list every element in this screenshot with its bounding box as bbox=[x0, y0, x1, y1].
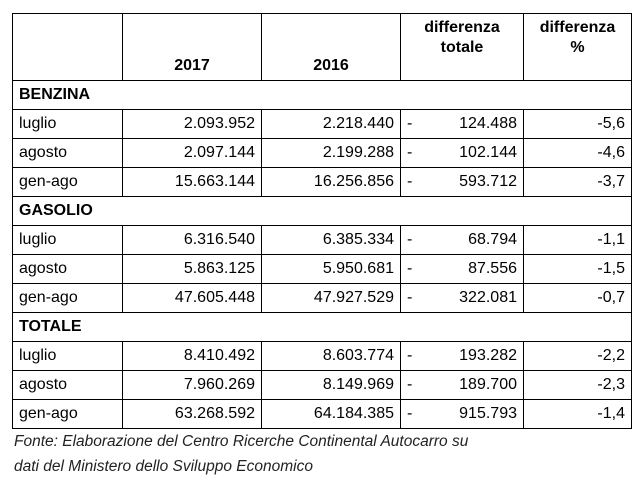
row-label: luglio bbox=[13, 342, 123, 371]
section-title: BENZINA bbox=[13, 81, 632, 110]
header-diff-pct-line2: % bbox=[570, 39, 585, 56]
value-2017: 47.605.448 bbox=[123, 284, 262, 313]
table-row bbox=[13, 168, 632, 197]
table-row bbox=[13, 400, 632, 429]
diff-total-cell bbox=[401, 168, 524, 197]
header-diff-total-line1: differenza bbox=[424, 19, 500, 36]
table-row bbox=[13, 139, 632, 168]
diff-total-cell bbox=[401, 371, 524, 400]
row-label: agosto bbox=[13, 255, 123, 284]
diff-sign: - bbox=[407, 231, 413, 248]
diff-total-cell bbox=[401, 110, 524, 139]
value-2017: 2.093.952 bbox=[123, 110, 262, 139]
diff-total-value: 915.793 bbox=[459, 405, 517, 422]
diff-pct-value: -2,3 bbox=[524, 371, 632, 400]
header-diff-pct bbox=[524, 14, 632, 81]
header-diff-total-line2: totale bbox=[440, 39, 484, 56]
diff-total-wrap bbox=[407, 115, 517, 133]
value-2016: 47.927.529 bbox=[262, 284, 401, 313]
diff-total-cell bbox=[401, 226, 524, 255]
header-corner-cell bbox=[13, 14, 123, 81]
header-row bbox=[13, 14, 632, 81]
footnote-line-2: dati del Ministero dello Sviluppo Economico bbox=[14, 458, 313, 475]
diff-sign: - bbox=[407, 144, 413, 161]
diff-sign: - bbox=[407, 260, 413, 277]
value-2016: 8.603.774 bbox=[262, 342, 401, 371]
value-2017: 7.960.269 bbox=[123, 371, 262, 400]
diff-total-wrap bbox=[407, 347, 517, 365]
diff-pct-value: -2,2 bbox=[524, 342, 632, 371]
diff-total-value: 193.282 bbox=[459, 347, 517, 364]
diff-total-wrap bbox=[407, 173, 517, 191]
section-row bbox=[13, 81, 632, 110]
diff-total-wrap bbox=[407, 260, 517, 278]
row-label: gen-ago bbox=[13, 284, 123, 313]
diff-total-cell bbox=[401, 342, 524, 371]
value-2016: 8.149.969 bbox=[262, 371, 401, 400]
diff-pct-value: -1,5 bbox=[524, 255, 632, 284]
diff-total-cell bbox=[401, 139, 524, 168]
header-year-2016: 2016 bbox=[262, 14, 401, 81]
value-2017: 8.410.492 bbox=[123, 342, 262, 371]
diff-total-value: 68.794 bbox=[468, 231, 517, 248]
value-2016: 2.218.440 bbox=[262, 110, 401, 139]
footnote-line-1: Fonte: Elaborazione del Centro Ricerche Continental Autocarro su bbox=[14, 433, 469, 450]
section-row bbox=[13, 197, 632, 226]
diff-total-cell bbox=[401, 400, 524, 429]
value-2016: 2.199.288 bbox=[262, 139, 401, 168]
row-label: agosto bbox=[13, 371, 123, 400]
source-footnote bbox=[14, 429, 614, 479]
value-2017: 63.268.592 bbox=[123, 400, 262, 429]
diff-pct-value: -1,4 bbox=[524, 400, 632, 429]
table-row bbox=[13, 110, 632, 139]
diff-pct-value: -1,1 bbox=[524, 226, 632, 255]
diff-sign: - bbox=[407, 405, 413, 422]
table-row bbox=[13, 342, 632, 371]
diff-total-value: 593.712 bbox=[459, 173, 517, 190]
diff-sign: - bbox=[407, 289, 413, 306]
diff-total-value: 87.556 bbox=[468, 260, 517, 277]
section-row bbox=[13, 313, 632, 342]
header-diff-total bbox=[401, 14, 524, 81]
diff-pct-value: -5,6 bbox=[524, 110, 632, 139]
row-label: luglio bbox=[13, 110, 123, 139]
table-body bbox=[13, 14, 632, 429]
diff-total-wrap bbox=[407, 144, 517, 162]
row-label: luglio bbox=[13, 226, 123, 255]
header-diff-pct-line1: differenza bbox=[539, 19, 616, 36]
diff-total-value: 124.488 bbox=[459, 115, 517, 132]
value-2017: 6.316.540 bbox=[123, 226, 262, 255]
fuel-consumption-table bbox=[12, 13, 632, 429]
section-title: TOTALE bbox=[13, 313, 632, 342]
diff-sign: - bbox=[407, 376, 413, 393]
value-2016: 6.385.334 bbox=[262, 226, 401, 255]
diff-pct-value: -4,6 bbox=[524, 139, 632, 168]
header-year-2017: 2017 bbox=[123, 14, 262, 81]
diff-sign: - bbox=[407, 347, 413, 364]
row-label: agosto bbox=[13, 139, 123, 168]
diff-pct-value: -0,7 bbox=[524, 284, 632, 313]
diff-sign: - bbox=[407, 173, 413, 190]
diff-total-wrap bbox=[407, 289, 517, 307]
value-2016: 64.184.385 bbox=[262, 400, 401, 429]
value-2017: 5.863.125 bbox=[123, 255, 262, 284]
table-row bbox=[13, 284, 632, 313]
diff-total-value: 102.144 bbox=[459, 144, 517, 161]
row-label: gen-ago bbox=[13, 168, 123, 197]
diff-total-wrap bbox=[407, 376, 517, 394]
section-title: GASOLIO bbox=[13, 197, 632, 226]
diff-sign: - bbox=[407, 115, 413, 132]
row-label: gen-ago bbox=[13, 400, 123, 429]
diff-total-wrap bbox=[407, 405, 517, 423]
table-row bbox=[13, 226, 632, 255]
diff-total-cell bbox=[401, 255, 524, 284]
diff-total-value: 322.081 bbox=[459, 289, 517, 306]
diff-pct-value: -3,7 bbox=[524, 168, 632, 197]
value-2017: 2.097.144 bbox=[123, 139, 262, 168]
diff-total-wrap bbox=[407, 231, 517, 249]
value-2016: 5.950.681 bbox=[262, 255, 401, 284]
table-row bbox=[13, 371, 632, 400]
table-row bbox=[13, 255, 632, 284]
value-2017: 15.663.144 bbox=[123, 168, 262, 197]
value-2016: 16.256.856 bbox=[262, 168, 401, 197]
diff-total-cell bbox=[401, 284, 524, 313]
diff-total-value: 189.700 bbox=[459, 376, 517, 393]
